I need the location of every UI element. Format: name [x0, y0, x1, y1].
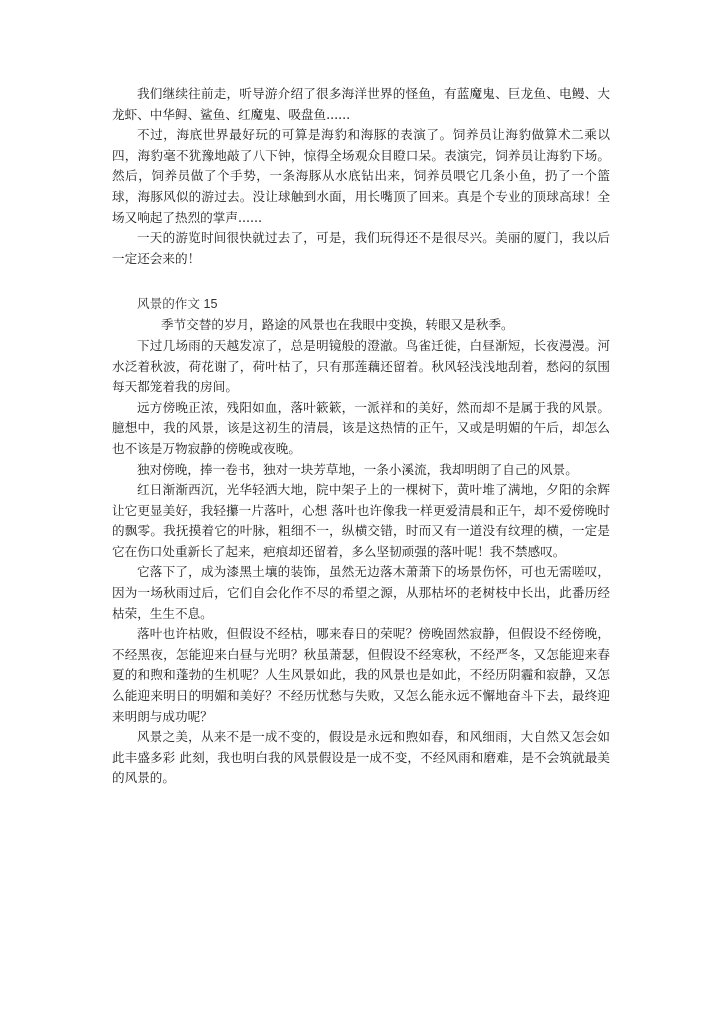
paragraph: 它落下了，成为漆黑土壤的装饰，虽然无边落木萧萧下的场景伤怀，可也无需嗟叹，因为一场秋雨过后，它们自会化作不尽的希望之源，从那枯坏的老树枝中长出，此番历经枯荣，生生不息。 [112, 564, 610, 621]
paragraph: 我们继续往前走，听导游介绍了很多海洋世界的怪鱼，有蓝魔鬼、巨龙鱼、电鳗、大龙虾、中华鲟、鲨鱼、红魔鬼、吸盘鱼...... [112, 86, 610, 122]
paragraph: 不过，海底世界最好玩的可算是海豹和海豚的表演了。饲养员让海豹做算术二乘以四，海豹毫不犹豫地敲了八下钟，惊得全场观众目瞪口呆。表演完，饲养员让海豹下场。然后，饲养员做了个手势，一条海豚从水底钻出来，饲养员喂它几条小鱼，扔了一个篮球，海豚风似的游过去。没让球触到水面，用长嘴顶了回来。真是个专业的顶球高球！全场又响起了热烈的掌声...... [112, 127, 610, 225]
document-page [112, 84, 610, 789]
paragraph: 远方傍晚正浓，残阳如血，落叶簌簌，一派祥和的美好，然而却不是属于我的风景。臆想中，我的风景，该是这初生的清晨，该是这热情的正午，又或是明媚的午后，却怎么也不该是万物寂静的傍晚或夜晚。 [112, 399, 610, 456]
paragraph: 风景之美，从来不是一成不变的，假设是永远和煦如春，和风细雨，大自然又怎会如此丰盛多彩 此刻，我也明白我的风景假设是一成不变，不经风雨和磨难，是不会筑就最美的风景的。 [112, 729, 610, 786]
paragraph: 红日渐渐西沉，光华轻洒大地，院中架子上的一棵树下，黄叶堆了满地，夕阳的余辉让它更显美好，我轻攥一片落叶，心想 落叶也许像我一样更爱清晨和正午，却不爱傍晚时的飘零。我抚摸着它的叶脉，粗细不一，纵横交错，时而又有一道没有纹理的横，一定是它在伤口处重新长了起来，疤痕却还留着，多么坚韧顽强的落叶呢！我不禁感叹。 [112, 482, 610, 559]
paragraph: 一天的游览时间很快就过去了，可是，我们玩得还不是很尽兴。美丽的厦门，我以后一定还会来的！ [112, 230, 610, 266]
section-gap [112, 269, 610, 294]
paragraph: 落叶也许枯败，但假设不经枯，哪来春日的荣呢？傍晚固然寂静，但假设不经傍晚，不经黑夜，怎能迎来白昼与光明？秋虽萧瑟，但假设不经寒秋，不经严冬，又怎能迎来春夏的和煦和蓬勃的生机呢？人生风景如此，我的风景也是如此，不经历阴霾和寂静，又怎么能迎来明日的明媚和美好？不经历忧愁与失败，又怎么能永远不懈地奋斗下去，最终迎来明朗与成功呢？ [112, 626, 610, 724]
paragraph: 季节交替的岁月，路途的风景也在我眼中变换，转眼又是秋季。 [161, 317, 514, 333]
paragraph: 独对傍晚，捧一卷书，独对一块芳草地，一条小溪流，我却明朗了自己的风景。 [137, 461, 578, 477]
section-heading: 风景的作文 15 [137, 297, 218, 312]
paragraph: 下过几场雨的天越发凉了，总是明镜般的澄澈。鸟雀迁徙，白昼渐短，长夜漫漫。河水泛着秋波，荷花谢了，荷叶枯了，只有那莲藕还留着。秋风轻浅浅地刮着，愁闷的氛围每天都笼着我的房间。 [112, 337, 610, 395]
